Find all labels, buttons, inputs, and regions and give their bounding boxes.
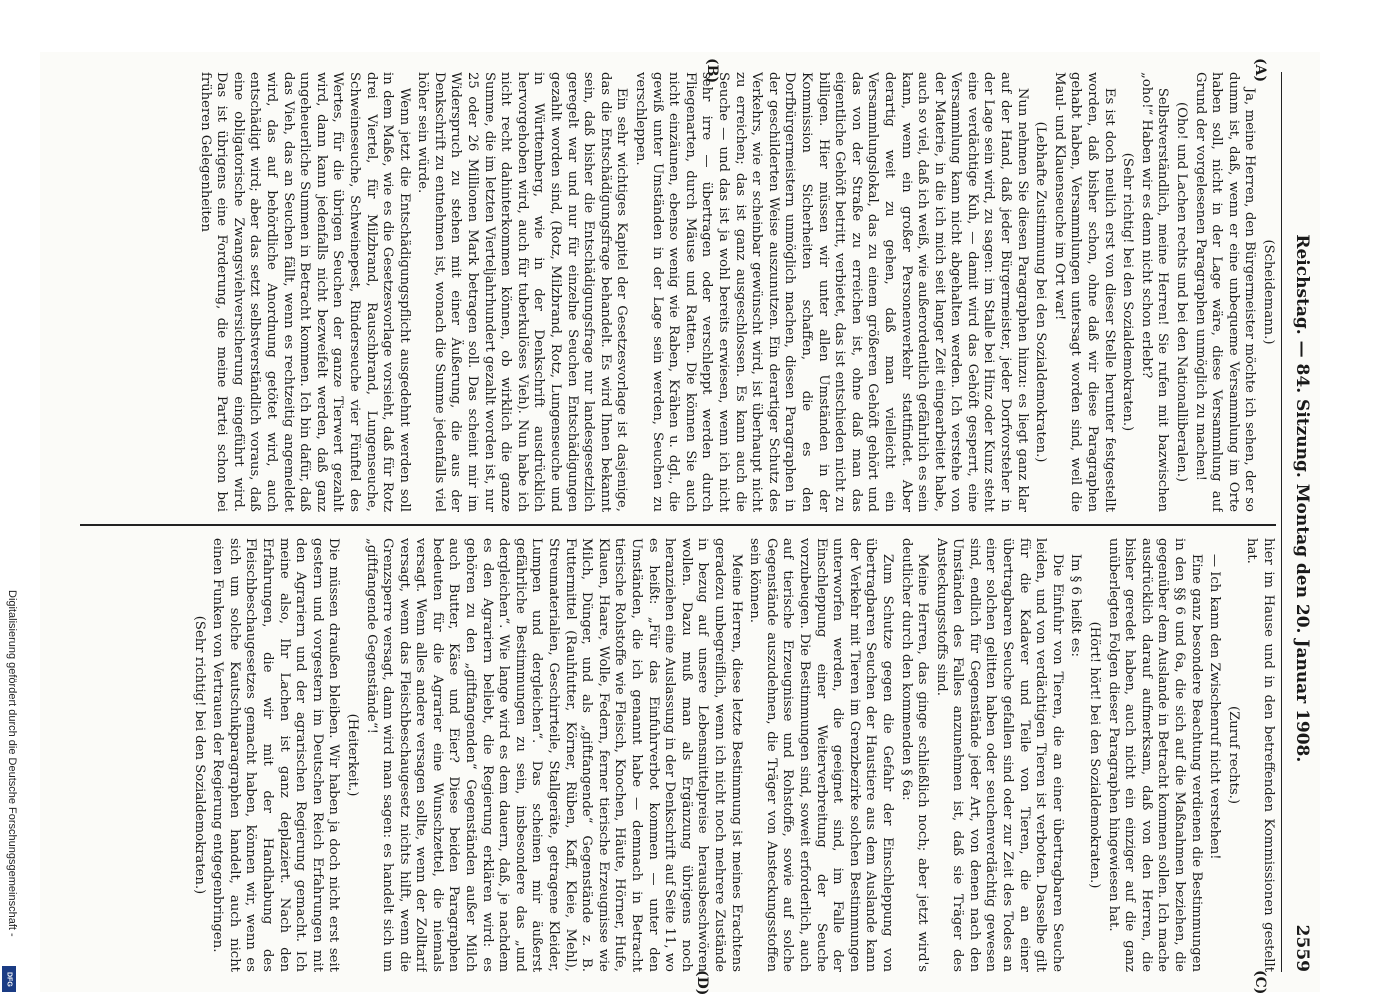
paragraph: Es ist doch neulich erst von dieser Stelle herunter festgestellt worden, daß bisher schon, ohne daß wir diese Paragraphen gehabt haben, Versammlungen untersagt worden sind, weil die Maul- und Klauenseuche im Ort war!: [1051, 72, 1117, 512]
paragraph: Eine ganz besondere Beachtung verdienen die Bestimmungen in den §§ 6 und 6a, die sich auf die Maßnahmen beziehen, die gegenüber dem Auslande in Betracht kommen sollen. Ich mache ausdrücklich darauf aufmerksam, daß von den Herren, die bisher geredet haben, auch nicht ein einziger auf die ganz unüberlegten Folgen dieser Paragraphen hingewiesen hat.: [1105, 538, 1204, 972]
paragraph: Meine Herren, diese letzte Bestimmung ist meines Erachtens geradezu unbegreiflich, wenn ich nicht noch mehrere Zustände in bezug auf unsere Lebensmittelpreise herausbeschwören wollen. Dazu muß man als Ergänzung übrigens noch heranziehen eine Auslassung in der Denkschrift auf Seite 11, wo es heißt: „Für das Einfuhrverbot kommen — unter den Umständen, die ich genannt habe — demnach in Betracht tierische Rohstoffe wie Fleisch, Knochen, Häute, Hörner, Hufe, Klauen, Haare, Wolle, Federn, ferner tierische Erzeugnisse wie Milch, Dünger, und als „giftfangende“ Gegenstände z. B. Futtermittel (Rauhfutter, Körner, Rüben, Kaff, Kleie, Mehl), Streumaterialien, Geschirrteile, Stallgeräte, getragene Kleider, Lumpen und dergleichen“. Das scheinen mir äußerst gefährliche Bestimmungen zu sein, insbesondere das „und dergleichen“. Wie lange wird es dem dauern, daß, je nachdem es den Agrariern beliebt, die Regierung erklären wird: es gehören zu den „giftfangenden“ Gegenständen außer Milch auch Butter, Käse und Eier? Diese beiden Paragraphen bedeuten für die Agrarier eine Wunschzettel, die niemals versagt. Wenn alles andere versagen sollte, wenn der Zolltarif versagt, wenn das Fleischbeschaugesetz nichts hilft, wenn die Grenzsperre versagt, dann wird man sagen: es handelt sich um „giftfangende Gegenstände“!: [363, 538, 744, 972]
paragraph: Wenn jetzt die Entschädigungspflicht ausgedehnt werden soll in dem Maße, wie es die Gesetzesvorlage vorsieht, daß für Rotz drei Viertel, für Milzbrand, Rauschbrand, Lungenseuche, Schweineseuche, Schweinepest, Rinderseuche vier Fünftel des Wertes, für die übrigen Seuchen der ganze Tierwert gezahlt wird, dann kann jedenfalls nicht bezweifelt werden, daß ganz ungeheuerliche Summen in Betracht kommen. Ich bin dafür, daß das Vieh, das an Seuchen fällt, wenn es rechtzeitig angemeldet wird, das auf behördliche Anordnung getötet wird, auch entschädigt wird; aber das setzt selbstverständlich voraus, daß eine obligatorische Zwangsviehversicherung eingeführt wird. Das ist übrigens eine Forderung, die meine Partei schon bei früheren Gelegenheiten: [197, 72, 412, 512]
interjection: (Sehr richtig! bei den Sozialdemokraten.): [1120, 152, 1136, 432]
interjection: (Sehr richtig! bei den Sozialdemokraten.): [191, 615, 207, 895]
paragraph: Ein sehr wichtiges Kapitel der Gesetzesvorlage ist dasjenige, das die Entschädigungsfrage behandelt. Es wird Ihnen bekannt sein, daß bisher die Entschädigungsfrage nur landesgesetzlich geregelt war und nur für einzelne Seuchen Entschädigungen gezahlt worden sind, (Rotz, Milzbrand, Rotz, Lungenseuche und in Württemberg, wie in der Denkschrift ausdrücklich hervorgehoben wird, auch für tuberkulöses Vieh). Nun habe ich nicht recht dahinterkommen können, ob wirklich die ganze Summe, die im letzten Vierteljahrhundert gezahlt worden ist, nur 25 oder 26 Millionen Mark betragen soll. Das scheint mir im Widerspruch zu stehen mit einer Äußerung, die aus der Denkschrift zu entnehmen ist, wonach die Summe jedenfalls viel höher sein würde.: [415, 72, 630, 512]
quoted-law-text: Zum Schutze gegen die Gefahr der Einschleppung von übertragbaren Seuchen der Haustiere aus dem Auslande kann der Verkehr mit Tieren im Grenzbezirke solchen Bestimmungen unterworfen werden, die geeignet sind, im Falle der Einschleppung einer Weiterverbreitung der Seuche vorzubeugen. Die Bestimmungen sind, soweit erforderlich, auch auf tierische Erzeugnisse und Rohstoffe, sowie auf solche Gegenstände auszudehnen, die Träger von Ansteckungsstoffen sein können.: [747, 538, 895, 972]
page-header-title: Reichstag. — 84. Sitzung. Montag den 20. Januar 1908.: [1292, 234, 1312, 763]
margin-letter-b: (B): [704, 58, 720, 84]
page-header: [1281, 72, 1312, 972]
quoted-law-text: Die Einfuhr von Tieren, die an einer übertragbaren Seuche leiden, und von verdächtigen Tieren ist verboten. Dasselbe gilt für die Kadaver und Teile von Tieren, die an einer übertragbaren Seuche gefallen sind oder zur Zeit des Todes an einer solchen gelitten haben oder seuchenverdächtig gewesen sind, endlich für Gegenstände jeder Art, von denen nach den Umständen des Falles anzunehmen ist, daß sie Träger des Ansteckungsstoffs sind.: [933, 538, 1065, 972]
column-divider: [80, 524, 1276, 526]
digitization-credit: [6, 590, 20, 990]
margin-letter-a: (A): [1252, 58, 1268, 83]
paragraph: Ja, meine Herren, den Bürgermeister möchte ich sehen, der so dumm ist, daß, wenn er eine unbequeme Versammlung im Orte haben soll, nicht in der Lage wäre, diese Versammlung auf Grund der vorgelesenen Paragraphen unmöglich zu machen!: [1192, 72, 1258, 512]
interjection: (Heiterkeit.): [344, 713, 360, 797]
left-column: [70, 72, 1276, 512]
dfg-logo: DFG: [2, 966, 16, 992]
document-page: [40, 52, 1320, 996]
interjection: (Oho! und Lachen rechts und bei den Nationalliberalen.): [1174, 101, 1190, 483]
paragraph: Nun nehmen Sie diesen Paragraphen hinzu: es liegt ganz klar auf der Hand, daß jeder Bürgermeister, jeder Dorfvorsteher in der Lage sein wird, zu sagen: im Stalle bei Hinz oder Kunz steht eine verdächtige Kuh, — damit wird das Gehöft gesperrt, eine Versammlung kann nicht abgehalten werden. Ich verstehe von der Materie, in die ich mich seit langer Zeit eingearbeitet habe, auch so viel, daß ich weiß, wie außerordentlich gefährlich es sein kann, wenn ein großer Personenverkehr stattfindet. Aber derartig weit zu gehen, daß man vielleicht ein Versammlungslokal, das zu einem größeren Gehöft gehört und das von der Straße zu erreichen ist, ohne daß man das eigentliche Gehöft betritt, verbietet, das ist entschieden nicht zu billigen. Hier müssen wir unter allen Umständen in der Kommission Sicherheiten schaffen, die es den Dorfbürgermeistern unmöglich machen, diesen Paragraphen in der geschilderten Weise auszunutzen. Ein derartiger Schutz des Verkehrs, wie er scheinbar gewünscht wird, ist überhaupt nicht zu erreichen; das ist ganz ausgeschlossen. Es kann auch die Seuche — und das ist ja wohl bereits erwiesen, wenn ich nicht sehr irre — übertragen oder verschleppt werden durch Fliegenarten, durch Mäuse und Ratten. Die können Sie auch nicht einzäunen, ebenso wenig wie Raben, Krähen u. dgl., die gewiß unter Umständen in der Lage sein werden, Seuchen zu verschleppen.: [633, 72, 1030, 512]
speaker-name: (Scheidemann.): [1261, 239, 1276, 345]
paragraph: Die müssen draußen bleiben. Wir haben ja doch nicht erst seit gestern und vorgestern im Deutschen Reich Erfahrungen mit den Agrariern und der agrarischen Regierung gemacht. Ich meine also, Ihr Lachen ist ganz deplaziert. Nach den Erfahrungen, die wir mit der Handhabung des Fleischbeschaugesetzes gemacht haben, können wir, wenn es sich um solche Kautschukparagraphen handelt, auch nicht einen Funken von Vertrauen der Regierung entgegenbringen.: [210, 538, 342, 972]
margin-letter-c: (C): [1252, 970, 1268, 995]
interjection: (Hört! hört! bei den Sozialdemokraten.): [1087, 621, 1103, 889]
interjection: (Zuruf rechts.): [1225, 705, 1241, 805]
page-number: 2559: [1292, 924, 1312, 972]
paragraph: Selbstverständlich, meine Herren! Sie rufen mit bazwischen „oho!“ Haben wir es denn nicht schon erlebt?: [1138, 72, 1171, 512]
interjection: (Lebhafte Zustimmung bei den Sozialdemokraten.): [1033, 121, 1049, 463]
digitization-credit-text: Digitalisierung gefördert durch die Deutsche Forschungsgemeinschaft -: [6, 590, 18, 937]
paragraph: — Ich kann den Zwischenruf nicht verstehen!: [1207, 553, 1223, 860]
paragraph: Meine Herren, das ginge schließlich noch; aber jetzt wird's deutlicher durch den kommenden § 6a:: [898, 538, 931, 972]
paragraph: hier im Hause und in den betreffenden Kommissionen gestellt hat.: [1244, 538, 1276, 972]
paragraph: Im § 6 heißt es:: [1068, 553, 1084, 657]
margin-letter-d: (D): [694, 970, 710, 996]
right-column: [70, 538, 1276, 972]
